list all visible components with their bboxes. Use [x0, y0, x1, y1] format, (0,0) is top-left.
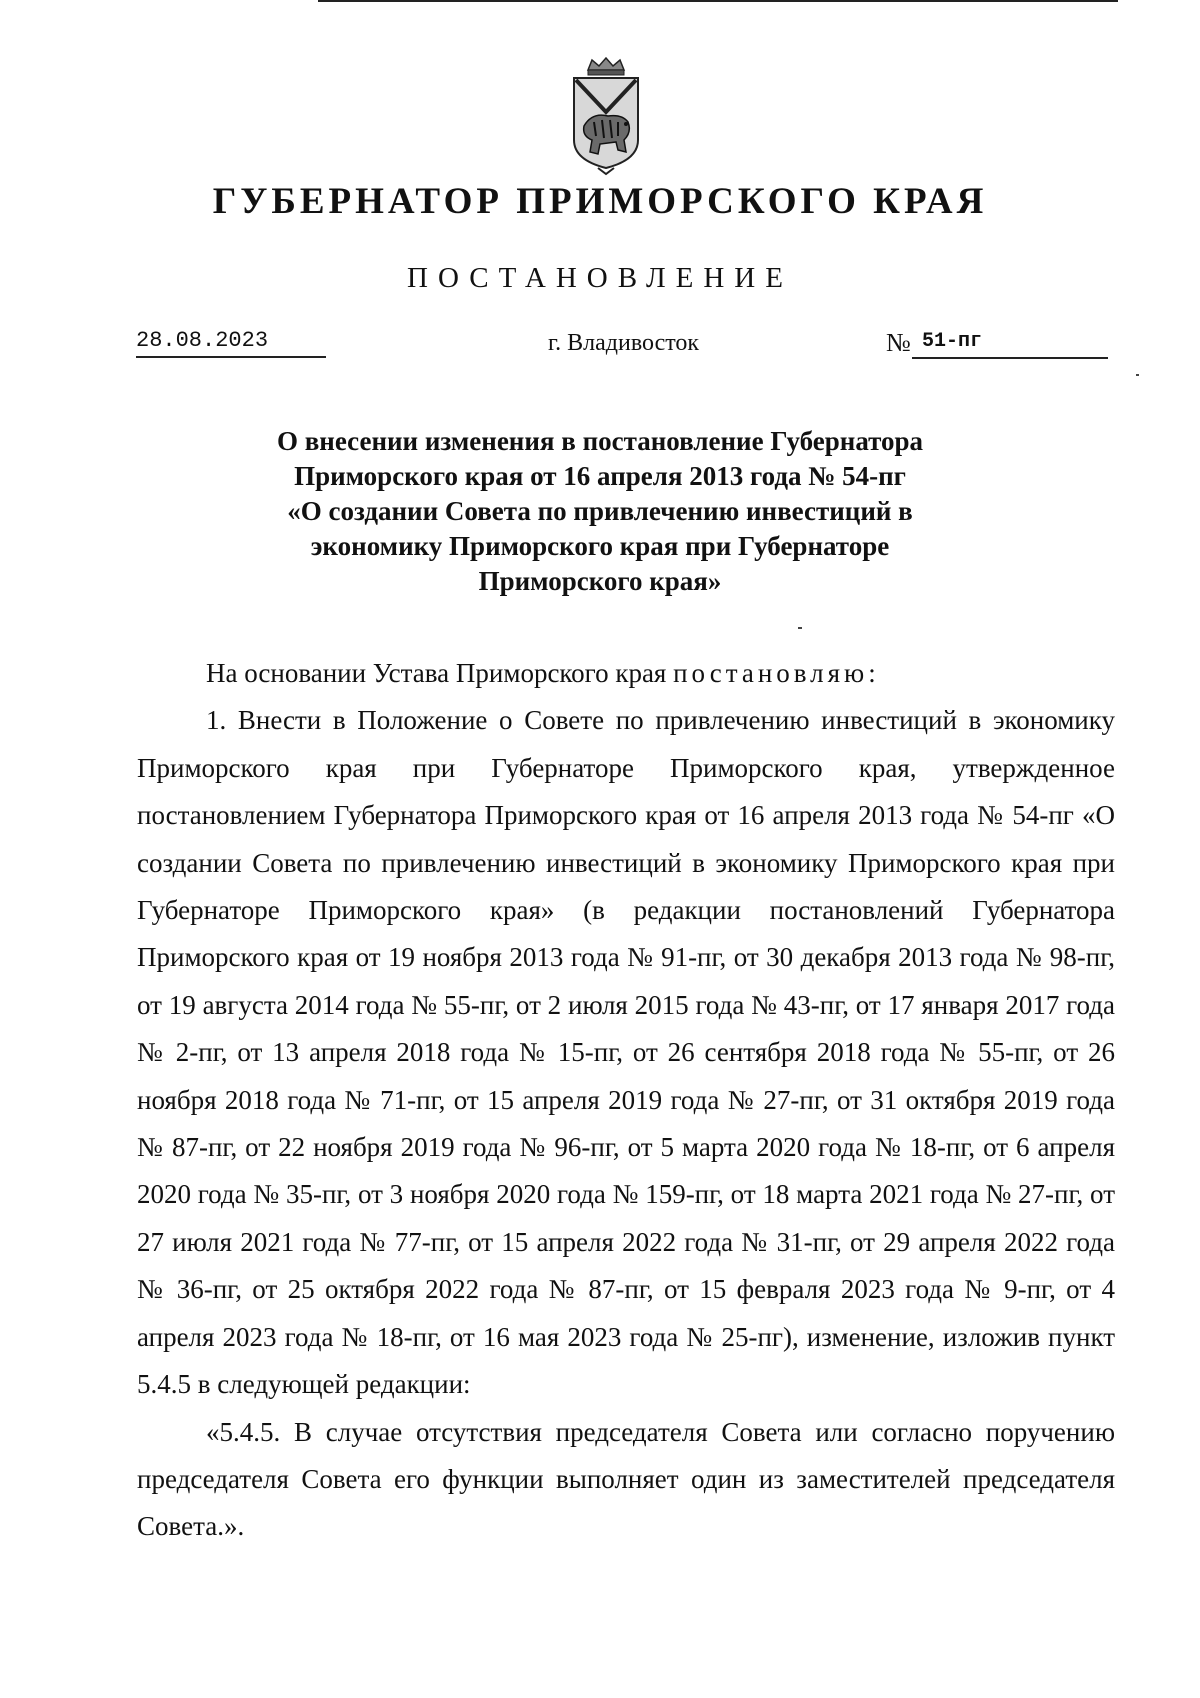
- document-number: 51-пг: [912, 330, 1108, 359]
- subject-line: Приморского края от 16 апреля 2013 года № 54-пг: [294, 461, 906, 491]
- subject-line: «О создании Совета по привлечению инвестиций в: [287, 496, 913, 526]
- document-type: ПОСТАНОВЛЕНИЕ: [407, 262, 793, 294]
- scan-speck: [798, 627, 802, 629]
- issuing-authority: ГУБЕРНАТОР ПРИМОРСКОГО КРАЯ: [212, 181, 988, 222]
- preamble: [137, 650, 1115, 697]
- document-body: [137, 650, 1115, 1551]
- subject-line: Приморского края»: [478, 566, 722, 596]
- preamble-text: На основании Устава Приморского края: [206, 658, 667, 688]
- coat-of-arms-emblem: [568, 56, 644, 176]
- scan-top-border: [318, 0, 1118, 2]
- scan-speck: [1136, 374, 1139, 376]
- document-subject: [160, 424, 1040, 599]
- document-date: 28.08.2023: [136, 328, 326, 358]
- quoted-clause: «5.4.5. В случае отсутствия председателя Совета или согласно поручению председателя Совета его функции выполняет один из заместителей председателя Совета.».: [137, 1416, 1115, 1542]
- subject-line: О внесении изменения в постановление Губернатора: [276, 426, 924, 456]
- decree-word: постановляю:: [673, 658, 880, 688]
- document-city: г. Владивосток: [548, 330, 700, 356]
- number-sign: №: [886, 328, 911, 357]
- subject-line: экономику Приморского края при Губернаторе: [310, 531, 890, 561]
- paragraph-1: 1. Внести в Положение о Совете по привлечению инвестиций в экономику Приморского края при Губернаторе Приморского края, утвержденное постановлением Губернатора Приморского края от 16 апреля 2013 года № 54-пг «О создании Совета по привлечению инвестиций в экономику Приморского края при Губернаторе Приморского края» (в редакции постановлений Губернатора Приморского края от 19 ноября 2013 года № 91-пг, от 30 декабря 2013 года № 98-пг, от 19 августа 2014 года № 55-пг, от 2 июля 2015 года № 43-пг, от 17 января 2017 года № 2-пг, от 13 апреля 2018 года № 15-пг, от 26 сентября 2018 года № 55-пг, от 26 ноября 2018 года № 71-пг, от 15 апреля 2019 года № 27-пг, от 31 октября 2019 года № 87-пг, от 22 ноября 2019 года № 96-пг, от 5 марта 2020 года № 18-пг, от 6 апреля 2020 года № 35-пг, от 3 ноября 2020 года № 159-пг, от 18 марта 2021 года № 27-пг, от 27 июля 2021 года № 77-пг, от 15 апреля 2022 года № 31-пг, от 29 апреля 2022 года № 36-пг, от 25 октября 2022 года № 87-пг, от 15 февраля 2023 года № 9-пг, от 4 апреля 2023 года № 18-пг, от 16 мая 2023 года № 25-пг), изменение, изложив пункт 5.4.5 в следующей редакции:: [137, 705, 1115, 1400]
